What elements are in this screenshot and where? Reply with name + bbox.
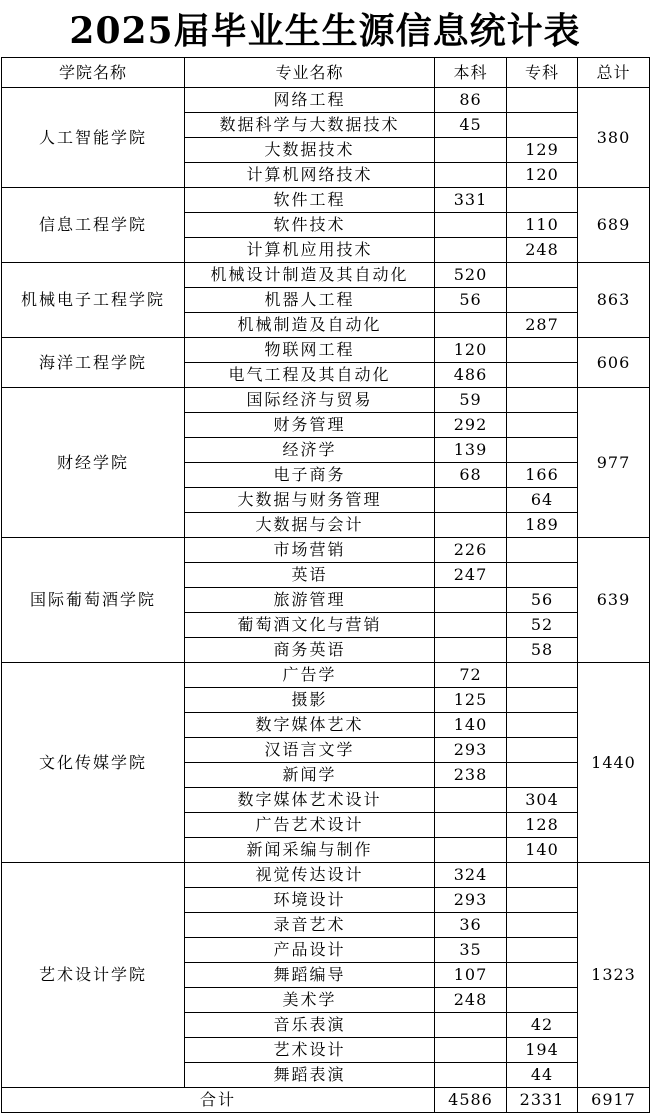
junior-college-count xyxy=(507,938,578,963)
junior-college-count xyxy=(507,738,578,763)
undergraduate-count xyxy=(435,513,507,538)
junior-college-count xyxy=(507,563,578,588)
undergraduate-count xyxy=(435,838,507,863)
undergraduate-count xyxy=(435,638,507,663)
junior-college-count: 129 xyxy=(507,138,578,163)
summary-junior-college: 2331 xyxy=(507,1088,578,1113)
junior-college-count: 189 xyxy=(507,513,578,538)
summary-total: 6917 xyxy=(578,1088,650,1113)
undergraduate-count xyxy=(435,613,507,638)
header-junior-college: 专科 xyxy=(507,58,578,88)
undergraduate-count xyxy=(435,1038,507,1063)
undergraduate-count: 68 xyxy=(435,463,507,488)
college-total: 606 xyxy=(578,338,650,388)
college-total: 1323 xyxy=(578,863,650,1088)
junior-college-count xyxy=(507,88,578,113)
summary-undergraduate: 4586 xyxy=(435,1088,507,1113)
college-name: 海洋工程学院 xyxy=(2,338,185,388)
junior-college-count: 120 xyxy=(507,163,578,188)
college-name: 国际葡萄酒学院 xyxy=(2,538,185,663)
major-name: 软件技术 xyxy=(185,213,435,238)
major-name: 英语 xyxy=(185,563,435,588)
header-total: 总计 xyxy=(578,58,650,88)
major-name: 旅游管理 xyxy=(185,588,435,613)
major-name: 数字媒体艺术 xyxy=(185,713,435,738)
table-row xyxy=(2,863,650,888)
undergraduate-count: 226 xyxy=(435,538,507,563)
junior-college-count xyxy=(507,188,578,213)
major-name: 汉语言文学 xyxy=(185,738,435,763)
undergraduate-count: 248 xyxy=(435,988,507,1013)
junior-college-count xyxy=(507,363,578,388)
junior-college-count xyxy=(507,688,578,713)
major-name: 国际经济与贸易 xyxy=(185,388,435,413)
undergraduate-count xyxy=(435,813,507,838)
undergraduate-count: 140 xyxy=(435,713,507,738)
major-name: 环境设计 xyxy=(185,888,435,913)
major-name: 软件工程 xyxy=(185,188,435,213)
college-total: 863 xyxy=(578,263,650,338)
junior-college-count: 140 xyxy=(507,838,578,863)
major-name: 数字媒体艺术设计 xyxy=(185,788,435,813)
header-college: 学院名称 xyxy=(2,58,185,88)
junior-college-count: 128 xyxy=(507,813,578,838)
undergraduate-count: 125 xyxy=(435,688,507,713)
junior-college-count xyxy=(507,338,578,363)
major-name: 大数据与财务管理 xyxy=(185,488,435,513)
major-name: 录音艺术 xyxy=(185,913,435,938)
undergraduate-count xyxy=(435,138,507,163)
major-name: 摄影 xyxy=(185,688,435,713)
table-body xyxy=(2,88,650,1088)
undergraduate-count: 56 xyxy=(435,288,507,313)
junior-college-count: 58 xyxy=(507,638,578,663)
junior-college-count: 304 xyxy=(507,788,578,813)
undergraduate-count xyxy=(435,488,507,513)
major-name: 计算机网络技术 xyxy=(185,163,435,188)
major-name: 大数据技术 xyxy=(185,138,435,163)
major-name: 广告艺术设计 xyxy=(185,813,435,838)
junior-college-count: 248 xyxy=(507,238,578,263)
undergraduate-count: 35 xyxy=(435,938,507,963)
major-name: 商务英语 xyxy=(185,638,435,663)
major-name: 音乐表演 xyxy=(185,1013,435,1038)
junior-college-count xyxy=(507,988,578,1013)
undergraduate-count xyxy=(435,588,507,613)
undergraduate-count: 293 xyxy=(435,888,507,913)
major-name: 舞蹈编导 xyxy=(185,963,435,988)
summary-row xyxy=(2,1088,650,1113)
undergraduate-count: 238 xyxy=(435,763,507,788)
junior-college-count xyxy=(507,763,578,788)
junior-college-count xyxy=(507,713,578,738)
junior-college-count: 56 xyxy=(507,588,578,613)
undergraduate-count: 72 xyxy=(435,663,507,688)
junior-college-count xyxy=(507,888,578,913)
junior-college-count xyxy=(507,113,578,138)
college-name: 财经学院 xyxy=(2,388,185,538)
junior-college-count: 166 xyxy=(507,463,578,488)
college-name: 文化传媒学院 xyxy=(2,663,185,863)
table-row xyxy=(2,388,650,413)
undergraduate-count xyxy=(435,238,507,263)
major-name: 网络工程 xyxy=(185,88,435,113)
undergraduate-count: 36 xyxy=(435,913,507,938)
undergraduate-count: 247 xyxy=(435,563,507,588)
major-name: 大数据与会计 xyxy=(185,513,435,538)
major-name: 艺术设计 xyxy=(185,1038,435,1063)
college-name: 信息工程学院 xyxy=(2,188,185,263)
header-major: 专业名称 xyxy=(185,58,435,88)
major-name: 物联网工程 xyxy=(185,338,435,363)
college-total: 1440 xyxy=(578,663,650,863)
summary-label: 合计 xyxy=(2,1088,435,1113)
major-name: 新闻学 xyxy=(185,763,435,788)
junior-college-count: 52 xyxy=(507,613,578,638)
junior-college-count xyxy=(507,438,578,463)
table-row xyxy=(2,338,650,363)
junior-college-count xyxy=(507,263,578,288)
table-row xyxy=(2,188,650,213)
undergraduate-count xyxy=(435,1063,507,1088)
undergraduate-count: 486 xyxy=(435,363,507,388)
major-name: 机械制造及自动化 xyxy=(185,313,435,338)
junior-college-count: 287 xyxy=(507,313,578,338)
college-total: 639 xyxy=(578,538,650,663)
undergraduate-count: 120 xyxy=(435,338,507,363)
statistics-table xyxy=(1,57,650,1113)
junior-college-count xyxy=(507,963,578,988)
table-row xyxy=(2,538,650,563)
header-undergraduate: 本科 xyxy=(435,58,507,88)
undergraduate-count: 86 xyxy=(435,88,507,113)
undergraduate-count: 59 xyxy=(435,388,507,413)
college-name: 人工智能学院 xyxy=(2,88,185,188)
major-name: 视觉传达设计 xyxy=(185,863,435,888)
major-name: 机器人工程 xyxy=(185,288,435,313)
junior-college-count xyxy=(507,913,578,938)
undergraduate-count: 520 xyxy=(435,263,507,288)
junior-college-count: 110 xyxy=(507,213,578,238)
major-name: 广告学 xyxy=(185,663,435,688)
major-name: 新闻采编与制作 xyxy=(185,838,435,863)
junior-college-count: 194 xyxy=(507,1038,578,1063)
undergraduate-count: 45 xyxy=(435,113,507,138)
major-name: 电气工程及其自动化 xyxy=(185,363,435,388)
table-row xyxy=(2,263,650,288)
major-name: 计算机应用技术 xyxy=(185,238,435,263)
undergraduate-count: 324 xyxy=(435,863,507,888)
major-name: 财务管理 xyxy=(185,413,435,438)
junior-college-count xyxy=(507,413,578,438)
table-row xyxy=(2,663,650,688)
undergraduate-count xyxy=(435,788,507,813)
college-total: 689 xyxy=(578,188,650,263)
undergraduate-count: 107 xyxy=(435,963,507,988)
major-name: 葡萄酒文化与营销 xyxy=(185,613,435,638)
undergraduate-count: 139 xyxy=(435,438,507,463)
undergraduate-count: 331 xyxy=(435,188,507,213)
college-name: 艺术设计学院 xyxy=(2,863,185,1088)
page-title: 2025届毕业生生源信息统计表 xyxy=(69,10,581,52)
major-name: 电子商务 xyxy=(185,463,435,488)
header-row xyxy=(2,58,650,88)
major-name: 市场营销 xyxy=(185,538,435,563)
major-name: 经济学 xyxy=(185,438,435,463)
major-name: 产品设计 xyxy=(185,938,435,963)
major-name: 美术学 xyxy=(185,988,435,1013)
junior-college-count xyxy=(507,663,578,688)
junior-college-count: 44 xyxy=(507,1063,578,1088)
college-total: 380 xyxy=(578,88,650,188)
table-row xyxy=(2,88,650,113)
undergraduate-count xyxy=(435,1013,507,1038)
undergraduate-count xyxy=(435,213,507,238)
junior-college-count: 42 xyxy=(507,1013,578,1038)
junior-college-count xyxy=(507,863,578,888)
junior-college-count xyxy=(507,288,578,313)
junior-college-count xyxy=(507,388,578,413)
undergraduate-count: 293 xyxy=(435,738,507,763)
major-name: 舞蹈表演 xyxy=(185,1063,435,1088)
undergraduate-count xyxy=(435,163,507,188)
college-total: 977 xyxy=(578,388,650,538)
major-name: 数据科学与大数据技术 xyxy=(185,113,435,138)
junior-college-count xyxy=(507,538,578,563)
undergraduate-count: 292 xyxy=(435,413,507,438)
major-name: 机械设计制造及其自动化 xyxy=(185,263,435,288)
junior-college-count: 64 xyxy=(507,488,578,513)
undergraduate-count xyxy=(435,313,507,338)
college-name: 机械电子工程学院 xyxy=(2,263,185,338)
